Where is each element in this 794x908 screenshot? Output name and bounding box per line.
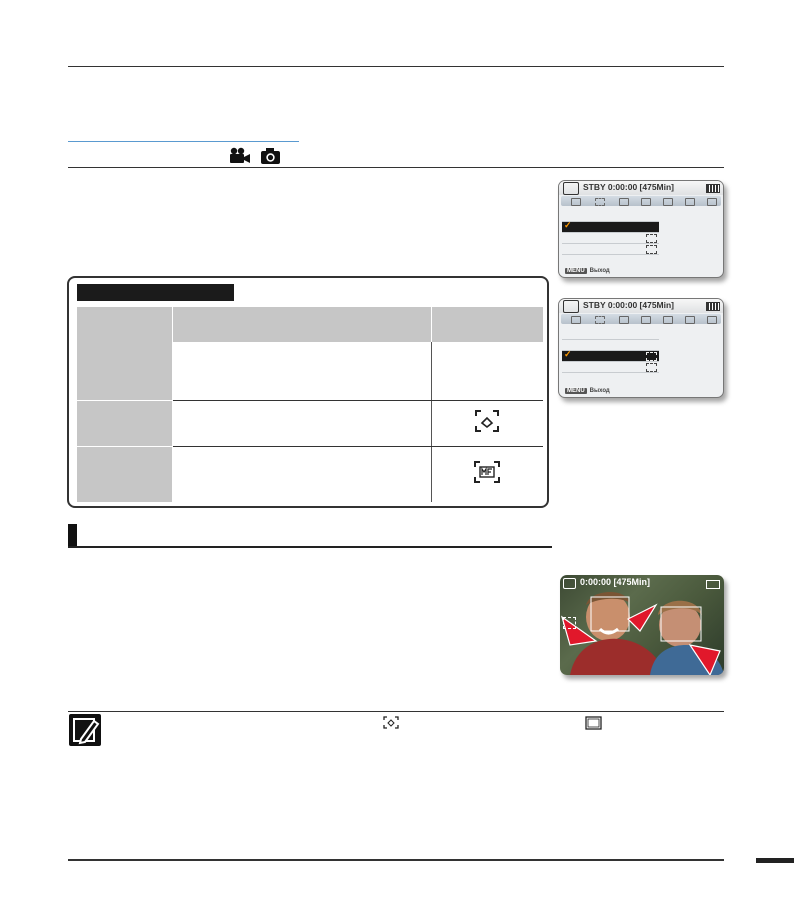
row-description	[173, 400, 431, 446]
table-header-description	[173, 307, 431, 342]
note-rule	[68, 711, 724, 712]
menu-row-selected[interactable]	[562, 351, 659, 362]
screen-footer	[565, 388, 610, 394]
section-heading-marker	[68, 524, 77, 547]
row-name	[77, 400, 173, 446]
menu-row[interactable]	[562, 329, 659, 340]
checkmark-icon: ✓	[564, 349, 572, 359]
row-icon-cell	[431, 446, 543, 502]
note-pencil-icon	[68, 713, 102, 747]
menu-row[interactable]	[562, 340, 659, 351]
checkmark-icon: ✓	[564, 220, 572, 230]
link-underline	[68, 141, 299, 142]
section-rule	[68, 167, 724, 168]
row-icon-cell	[431, 400, 543, 446]
face-detection-icon	[646, 234, 657, 243]
menu-tab-strip[interactable]	[561, 314, 721, 324]
battery-icon	[706, 302, 720, 311]
row-name	[77, 446, 173, 502]
row-description	[173, 446, 431, 502]
bottom-rule	[68, 859, 724, 861]
exit-label: Выход	[589, 388, 610, 394]
menu-key[interactable]: MENU	[567, 268, 585, 274]
face-detection-photo	[560, 575, 724, 675]
camera-menu-screen-2	[558, 298, 724, 398]
menu-row[interactable]	[562, 244, 659, 255]
manual-focus-icon	[646, 363, 657, 372]
photo-status-text: 0:00:00 [475Min]	[580, 577, 651, 587]
page-number-tab	[756, 858, 794, 863]
row-description	[173, 342, 431, 400]
battery-icon	[706, 580, 720, 589]
camera-mode-icon	[563, 578, 576, 589]
top-rule	[68, 66, 724, 67]
still-camera-icon	[260, 147, 281, 165]
section-heading-rule	[68, 546, 552, 548]
status-text: STBY 0:00:00 [475Min]	[583, 182, 675, 192]
battery-icon	[706, 184, 720, 193]
row-name	[77, 342, 173, 400]
manual-focus-icon	[474, 461, 500, 483]
table-header-name	[77, 307, 173, 342]
settings-table	[77, 307, 543, 502]
menu-row[interactable]	[562, 362, 659, 373]
table-title-bar	[77, 284, 234, 301]
menu-tab-strip[interactable]	[561, 196, 721, 206]
camera-mode-icon	[563, 182, 579, 195]
screen-footer	[565, 268, 610, 274]
status-text: STBY 0:00:00 [475Min]	[583, 300, 675, 310]
movie-camera-icon	[229, 147, 251, 165]
exit-label: Выход	[589, 268, 610, 274]
menu-list	[562, 329, 659, 373]
face-detection-icon	[383, 716, 399, 729]
menu-key[interactable]: MENU	[567, 388, 585, 394]
table-header-icon	[431, 307, 543, 342]
frame-icon	[585, 716, 602, 730]
face-detection-icon	[646, 352, 657, 361]
camera-mode-icon	[563, 300, 579, 313]
menu-row[interactable]	[562, 211, 659, 222]
menu-list	[562, 211, 659, 255]
screen-status-bar	[559, 299, 723, 313]
screen-status-bar	[559, 181, 723, 195]
menu-row[interactable]	[562, 233, 659, 244]
row-icon-cell	[431, 342, 543, 400]
menu-row-selected[interactable]	[562, 222, 659, 233]
manual-focus-icon	[646, 245, 657, 254]
settings-table-box	[67, 276, 549, 508]
camera-menu-screen-1	[558, 180, 724, 278]
face-detection-indicator-icon	[563, 617, 576, 629]
face-detection-icon	[475, 410, 499, 432]
